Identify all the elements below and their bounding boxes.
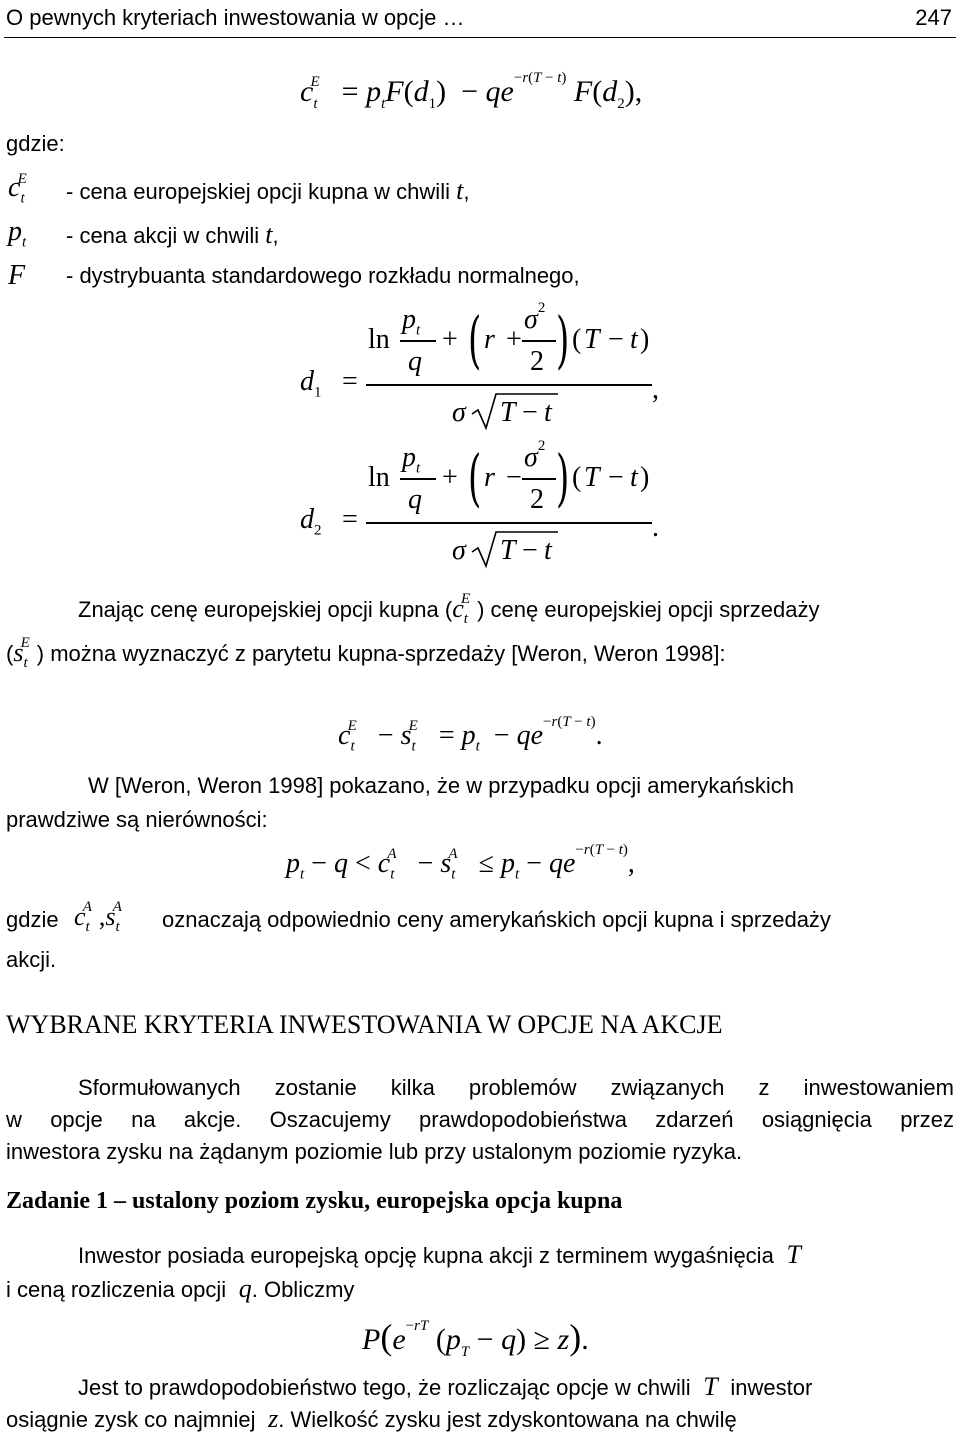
def-F-text: - dystrybuanta standardowego rozkładu normalnego, bbox=[66, 263, 580, 288]
formula-d2: $d_2$ = ln $p_t$ q + ( r − $\sigma^2$ 2 ) ( T − t ) . σ T − t bbox=[300, 438, 680, 573]
formula-black-scholes: $c_t^E = p_tF(d_1) - qe^{-r(T - t)}$ $F(d_2)$, bbox=[300, 70, 643, 112]
running-title: O pewnych kryteriach inwestowania w opcje … bbox=[6, 5, 465, 30]
para-prob-line1: Jest to prawdopodobieństwo tego, że rozliczając opcje w chwili T inwestor bbox=[78, 1372, 813, 1401]
task-heading: Zadanie 1 – ustalony poziom zysku, europejska opcja kupna bbox=[6, 1188, 623, 1214]
formula-american-inequality: $p_t - q < c_t^A - s_t^A \le p_t - qe^{-r(T - t)}$, bbox=[286, 841, 635, 883]
def-c-symbol: $c_t^E$ bbox=[8, 170, 27, 207]
def-F-symbol: F bbox=[8, 260, 26, 291]
gdzie-label: gdzie: bbox=[6, 131, 65, 156]
para-parity-line1: Znając cenę europejskiej opcji kupna ($c_t^E$ ) cenę europejskiej opcji sprzedaży bbox=[78, 591, 820, 628]
para-problems-line3: inwestora zysku na żądanym poziomie lub przy ustalonym poziomie ryzyka. bbox=[6, 1139, 743, 1164]
def-p-symbol: $p_t$ bbox=[8, 216, 27, 251]
para-american-def-line2: akcji. bbox=[6, 947, 57, 972]
gdzie2-label: gdzie bbox=[6, 907, 59, 932]
formula-probability: $P(e^{-rT}$ $(p_T - q) \ge z$). bbox=[362, 1317, 589, 1360]
para-investor-line1: Inwestor posiada europejską opcję kupna akcji z terminem wygaśnięcia T bbox=[78, 1240, 801, 1269]
para-investor-line2: i ceną rozliczenia opcji q. Obliczmy bbox=[6, 1274, 355, 1303]
formula-parity: $c_t^E - s_t^E = p_t - qe^{-r(T - t)}$. bbox=[338, 713, 603, 755]
para-american-line2: prawdziwe są nierówności: bbox=[6, 807, 268, 832]
section-heading: WYBRANE KRYTERIA INWESTOWANIA W OPCJE NA AKCJE bbox=[6, 1010, 723, 1039]
para-american-line1: W [Weron, Weron 1998] pokazano, że w przypadku opcji amerykańskich bbox=[88, 773, 794, 798]
american-symbols: $c_t^A$ $,s_t^A$ bbox=[74, 899, 122, 936]
page-number: 247 bbox=[915, 5, 952, 30]
para-parity-line2: ($s_t^E$ ) można wyznaczyć z parytetu kupna-sprzedaży [Weron, Weron 1998]: bbox=[6, 635, 726, 672]
def-p-text: - cena akcji w chwili t, bbox=[66, 220, 279, 249]
para-american-def-line1: oznaczają odpowiednio ceny amerykańskich opcji kupna i sprzedaży bbox=[162, 907, 831, 932]
para-problems-line1: Sformułowanych zostanie kilka problemów związanych z inwestowaniem bbox=[78, 1075, 954, 1100]
para-prob-line2: osiągnie zysk co najmniej z. Wielkość zysku jest zdyskontowana na chwilę bbox=[6, 1404, 737, 1433]
def-c-text: - cena europejskiej opcji kupna w chwili t, bbox=[66, 176, 470, 205]
para-problems-line2: w opcje na akcje. Oszacujemy prawdopodobieństwa zdarzeń osiągnięcia przez bbox=[6, 1107, 954, 1132]
header-rule bbox=[4, 37, 956, 38]
formula-d1: $d_1$ = ln $p_t$ q + ( r + $\sigma^2$ 2 ) ( T − t ) , σ T − t bbox=[300, 300, 680, 435]
